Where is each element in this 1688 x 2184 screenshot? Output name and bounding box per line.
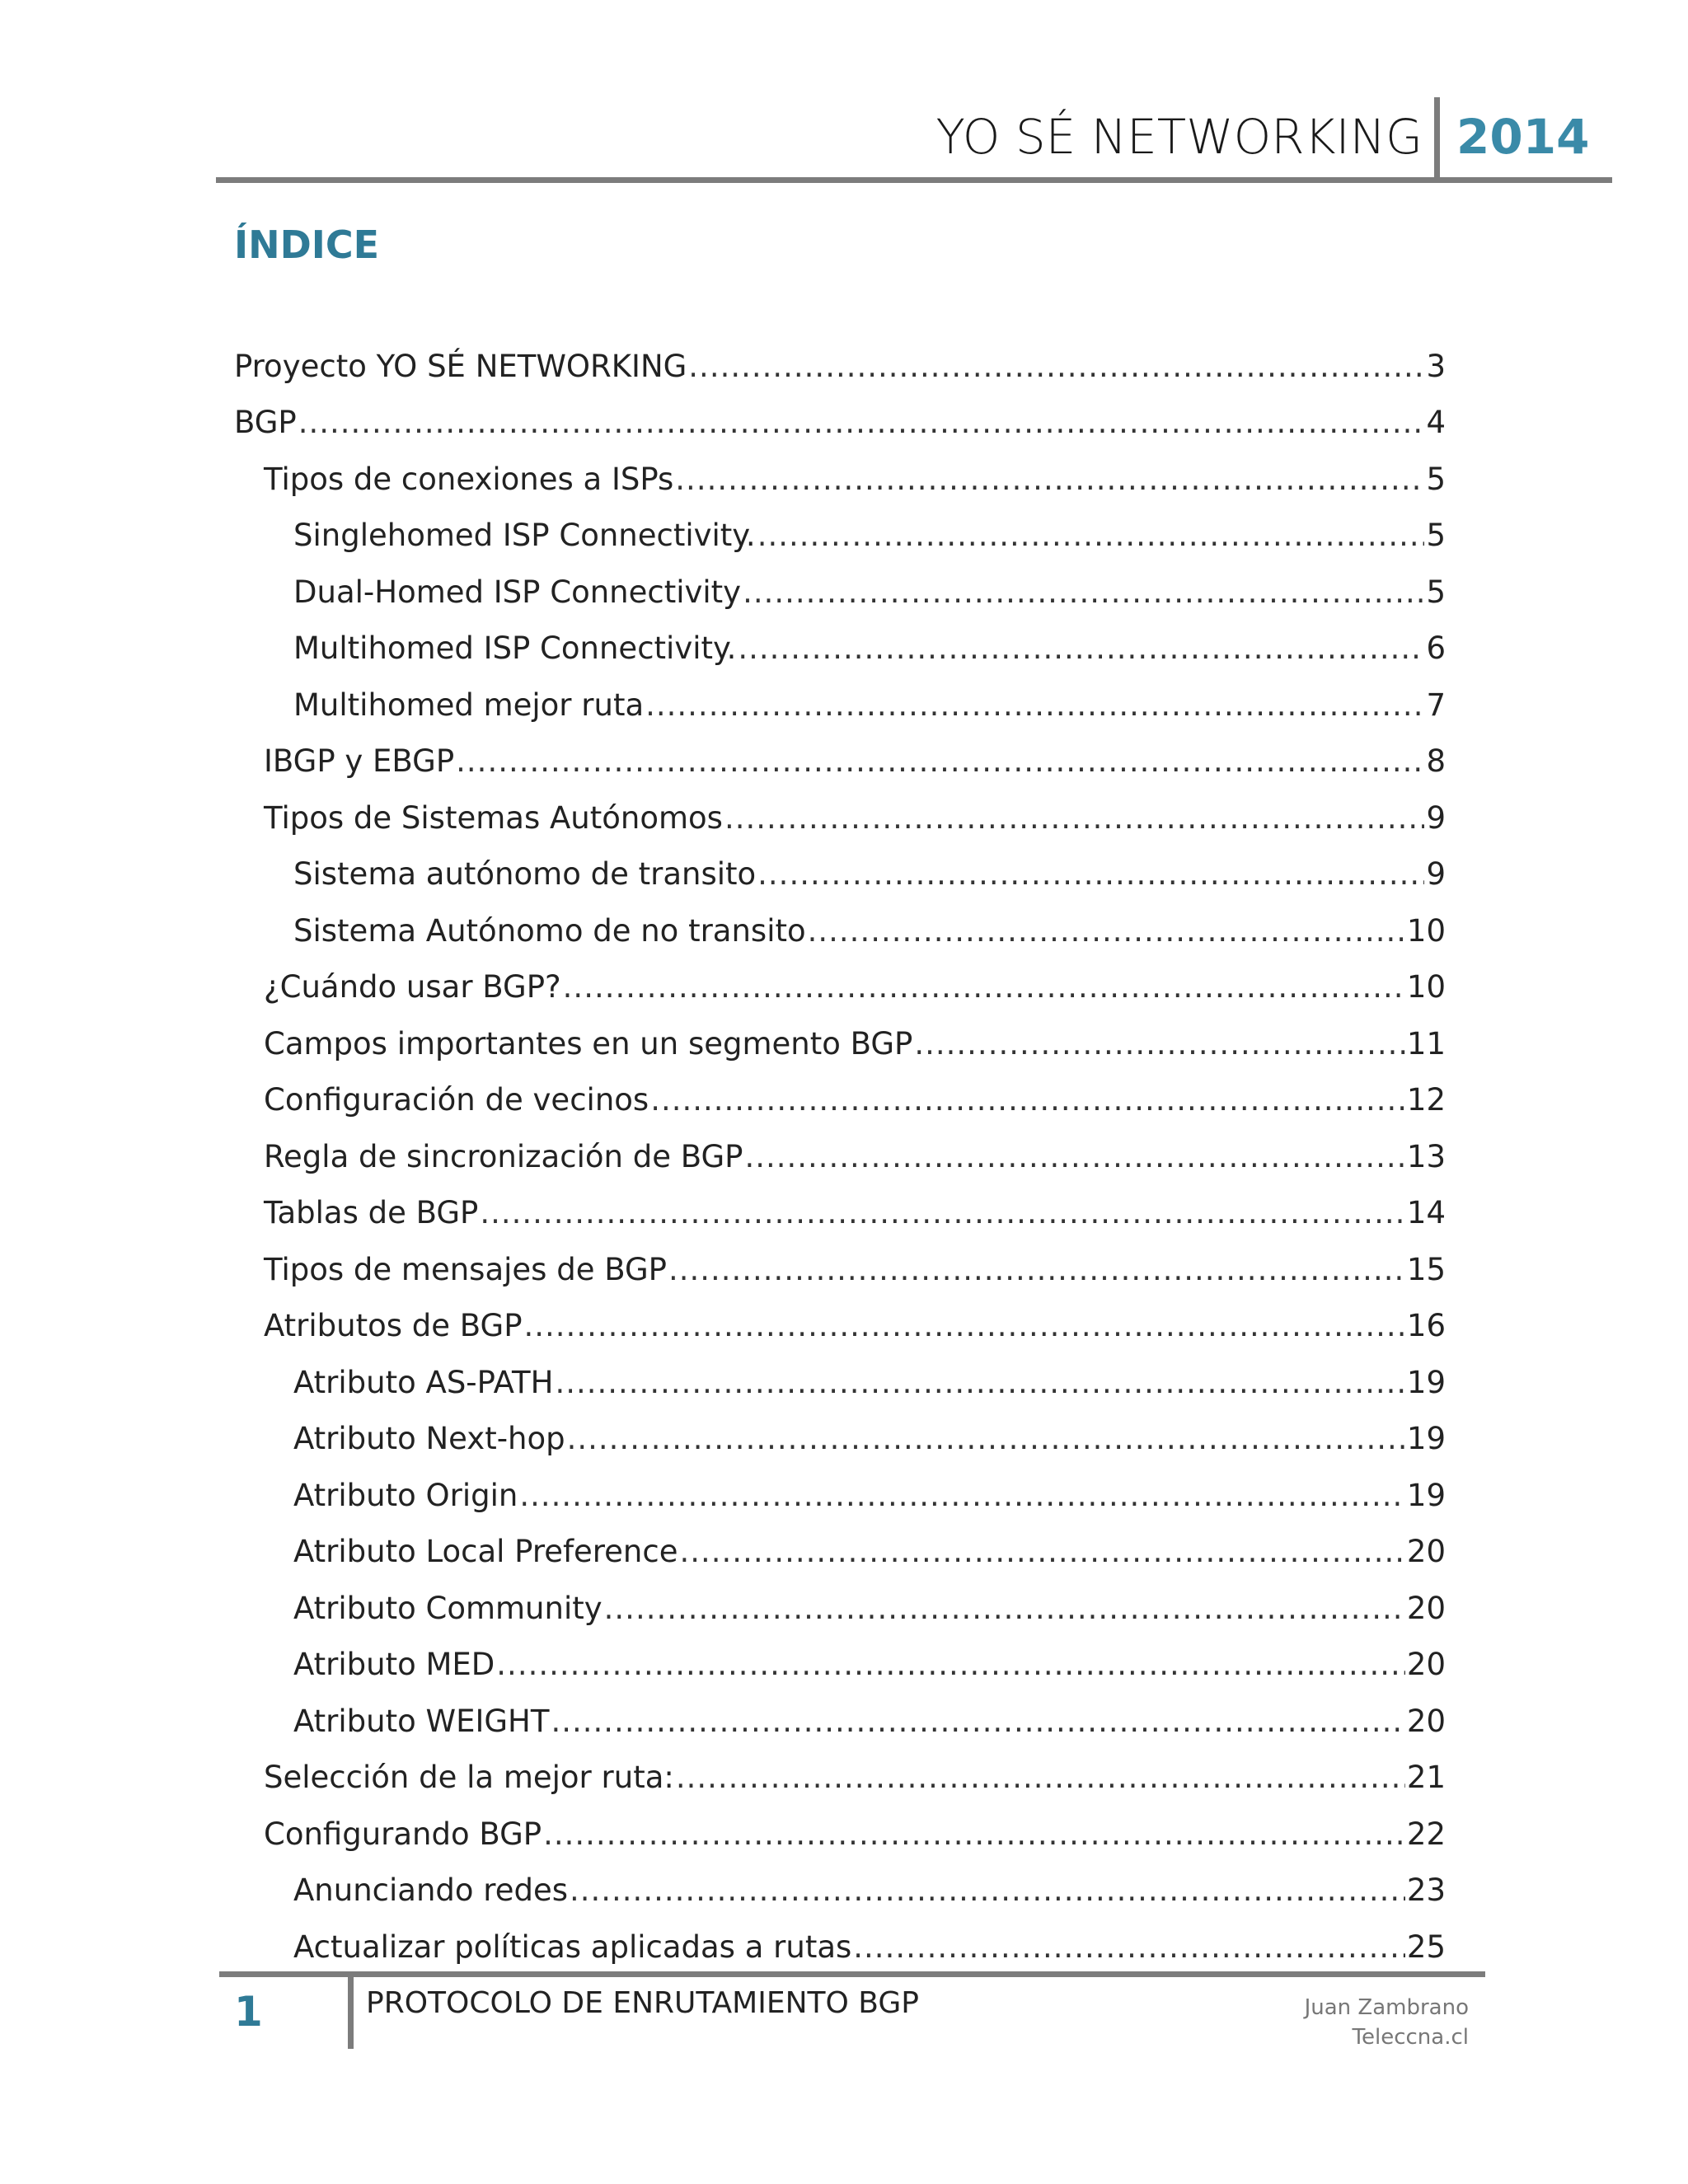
toc-entry-label: Atributo Next-hop bbox=[293, 1421, 565, 1457]
footer-author-block bbox=[1305, 1993, 1469, 2052]
toc-entry-label: BGP bbox=[234, 405, 297, 441]
toc-entry-label: Singlehomed ISP Connectivity. bbox=[293, 518, 756, 554]
toc-heading: ÍNDICE bbox=[234, 223, 380, 267]
toc-entry-label: Atributo AS-PATH bbox=[293, 1364, 554, 1400]
toc-entry-page: 20 bbox=[1406, 1703, 1446, 1739]
toc-entry-label: Atributo MED bbox=[293, 1647, 495, 1683]
toc-entry-page: 19 bbox=[1406, 1421, 1446, 1457]
toc-entry[interactable] bbox=[234, 395, 1446, 452]
toc-dot-leader bbox=[724, 800, 1425, 836]
toc-entry[interactable] bbox=[234, 1015, 1446, 1072]
toc-entry-label: Selección de la mejor ruta: bbox=[264, 1760, 674, 1796]
footer-site: Teleccna.cl bbox=[1352, 2025, 1469, 2050]
toc-entry-label: Tipos de Sistemas Autónomos bbox=[264, 799, 723, 836]
toc-dot-leader bbox=[456, 743, 1424, 779]
toc-entry[interactable] bbox=[234, 1693, 1446, 1750]
toc-entry[interactable] bbox=[234, 338, 1446, 395]
toc-entry-label: Atributo Community bbox=[293, 1590, 603, 1626]
toc-dot-leader bbox=[645, 687, 1424, 723]
toc-entry-label: Campos importantes en un segmento BGP bbox=[264, 1025, 913, 1062]
toc-entry-page: 5 bbox=[1426, 518, 1446, 554]
header-year: 2014 bbox=[1456, 109, 1590, 165]
toc-entry[interactable] bbox=[234, 1467, 1446, 1524]
toc-entry[interactable] bbox=[234, 1580, 1446, 1637]
toc-entry[interactable] bbox=[234, 451, 1446, 508]
toc-entry-page: 15 bbox=[1406, 1251, 1446, 1287]
toc-dot-leader bbox=[914, 1026, 1405, 1062]
toc-dot-leader bbox=[668, 1252, 1405, 1287]
toc-dot-leader bbox=[555, 1365, 1404, 1400]
toc-dot-leader bbox=[676, 1760, 1405, 1795]
header-rule bbox=[216, 177, 1612, 183]
toc-entry-page: 20 bbox=[1406, 1534, 1446, 1570]
toc-dot-leader bbox=[808, 913, 1405, 949]
toc-entry-page: 19 bbox=[1406, 1364, 1446, 1400]
footer-page-number: 1 bbox=[234, 1988, 263, 2036]
toc-entry[interactable] bbox=[234, 1524, 1446, 1581]
toc-entry[interactable] bbox=[234, 1806, 1446, 1863]
toc-entry-page: 7 bbox=[1426, 687, 1446, 723]
toc-entry-label: Atributos de BGP bbox=[264, 1308, 523, 1344]
toc-entry-label: Atributo WEIGHT bbox=[293, 1703, 550, 1739]
toc-dot-leader bbox=[543, 1816, 1405, 1852]
toc-entry-page: 9 bbox=[1426, 799, 1446, 836]
toc-entry[interactable] bbox=[234, 621, 1446, 677]
toc-entry-page: 14 bbox=[1406, 1195, 1446, 1231]
header-title: YO SÉ NETWORKING bbox=[935, 109, 1423, 165]
toc-dot-leader bbox=[551, 1704, 1404, 1739]
toc-entry-page: 8 bbox=[1426, 743, 1446, 780]
toc-dot-leader bbox=[650, 1082, 1405, 1118]
toc-entry-label: Configurando BGP bbox=[264, 1816, 542, 1852]
toc-dot-leader bbox=[757, 856, 1424, 892]
toc-entry[interactable] bbox=[234, 1072, 1446, 1129]
toc-dot-leader bbox=[604, 1591, 1405, 1626]
toc-dot-leader bbox=[480, 1195, 1405, 1230]
toc-entry-page: 3 bbox=[1426, 348, 1446, 384]
toc-entry[interactable] bbox=[234, 790, 1446, 846]
toc-entry-label: Dual-Homed ISP Connectivity bbox=[293, 574, 742, 610]
footer-title: PROTOCOLO DE ENRUTAMIENTO BGP bbox=[366, 1986, 919, 2020]
toc-entry-label: Tablas de BGP bbox=[264, 1195, 479, 1231]
toc-entry-page: 23 bbox=[1406, 1872, 1446, 1909]
page-footer bbox=[219, 1971, 1485, 2054]
toc-entry-page: 11 bbox=[1406, 1025, 1446, 1062]
page-header bbox=[216, 92, 1612, 185]
toc-dot-leader bbox=[298, 405, 1425, 440]
toc-dot-leader bbox=[570, 1872, 1405, 1908]
toc-dot-leader bbox=[675, 462, 1424, 497]
toc-entry-label: Actualizar políticas aplicadas a rutas bbox=[293, 1929, 852, 1965]
toc-entry[interactable] bbox=[234, 1863, 1446, 1919]
toc-entry[interactable] bbox=[234, 1354, 1446, 1411]
toc-entry-label: Atributo Local Preference bbox=[293, 1534, 678, 1570]
header-divider bbox=[1434, 97, 1440, 180]
toc-entry[interactable] bbox=[234, 1298, 1446, 1355]
toc-entry-page: 22 bbox=[1406, 1816, 1446, 1852]
toc-dot-leader bbox=[853, 1929, 1405, 1965]
footer-rule bbox=[219, 1971, 1485, 1977]
toc-entry-page: 5 bbox=[1426, 461, 1446, 497]
toc-entry-label: Tipos de mensajes de BGP bbox=[264, 1251, 667, 1287]
toc-dot-leader bbox=[496, 1647, 1405, 1682]
toc-entry[interactable] bbox=[234, 1750, 1446, 1807]
toc-entry-page: 13 bbox=[1406, 1138, 1446, 1174]
toc-entry-page: 20 bbox=[1406, 1647, 1446, 1683]
toc-entry[interactable] bbox=[234, 677, 1446, 733]
toc-entry-label: Anunciando redes bbox=[293, 1872, 568, 1909]
toc-entry-page: 9 bbox=[1426, 856, 1446, 893]
toc-dot-leader bbox=[743, 574, 1424, 610]
footer-author: Juan Zambrano bbox=[1304, 1995, 1469, 2020]
toc-entry-page: 25 bbox=[1406, 1929, 1446, 1965]
toc-entry-label: Tipos de conexiones a ISPs bbox=[264, 461, 674, 497]
toc-entry[interactable] bbox=[234, 959, 1446, 1016]
toc-entry-page: 21 bbox=[1406, 1760, 1446, 1796]
toc-entry-label: Sistema Autónomo de no transito bbox=[293, 912, 806, 949]
toc-entry[interactable] bbox=[234, 1185, 1446, 1242]
toc-dot-leader bbox=[688, 349, 1424, 384]
toc-entry[interactable] bbox=[234, 902, 1446, 959]
toc-entry[interactable] bbox=[234, 1128, 1446, 1185]
toc-entry-page: 19 bbox=[1406, 1477, 1446, 1513]
toc-entry[interactable] bbox=[234, 564, 1446, 621]
toc-entry-label: Multihomed ISP Connectivity. bbox=[293, 630, 737, 667]
toc-dot-leader bbox=[563, 969, 1405, 1005]
toc-entry[interactable] bbox=[234, 1919, 1446, 1975]
toc-entry-label: ¿Cuándo usar BGP? bbox=[264, 969, 561, 1005]
toc-entry-label: Proyecto YO SÉ NETWORKING bbox=[234, 348, 687, 384]
toc-dot-leader bbox=[680, 1534, 1405, 1569]
toc-entry-label: Configuración de vecinos bbox=[264, 1082, 649, 1118]
toc-dot-leader bbox=[744, 1139, 1404, 1174]
toc-entry[interactable] bbox=[234, 733, 1446, 790]
toc-entry-page: 12 bbox=[1406, 1082, 1446, 1118]
table-of-contents bbox=[234, 338, 1446, 1975]
toc-entry-label: Sistema autónomo de transito bbox=[293, 856, 757, 893]
toc-entry-page: 10 bbox=[1406, 912, 1446, 949]
toc-dot-leader bbox=[567, 1421, 1405, 1456]
toc-entry[interactable] bbox=[234, 508, 1446, 565]
footer-divider bbox=[348, 1975, 354, 2049]
toc-entry-page: 10 bbox=[1406, 969, 1446, 1005]
toc-dot-leader bbox=[519, 1478, 1405, 1513]
toc-entry[interactable] bbox=[234, 1241, 1446, 1298]
toc-entry-label: Regla de sincronización de BGP bbox=[264, 1138, 743, 1174]
toc-entry-page: 5 bbox=[1426, 574, 1446, 610]
toc-entry-label: IBGP y EBGP bbox=[264, 743, 455, 780]
toc-entry-page: 16 bbox=[1406, 1308, 1446, 1344]
toc-entry[interactable] bbox=[234, 1411, 1446, 1468]
toc-dot-leader bbox=[757, 518, 1425, 553]
toc-dot-leader bbox=[738, 630, 1424, 666]
toc-dot-leader bbox=[524, 1308, 1405, 1343]
toc-entry-page: 6 bbox=[1426, 630, 1446, 667]
toc-entry-page: 20 bbox=[1406, 1590, 1446, 1626]
toc-entry-label: Atributo Origin bbox=[293, 1477, 518, 1513]
toc-entry[interactable] bbox=[234, 1637, 1446, 1694]
toc-entry[interactable] bbox=[234, 846, 1446, 903]
toc-entry-page: 4 bbox=[1426, 405, 1446, 441]
toc-entry-label: Multihomed mejor ruta bbox=[293, 687, 645, 723]
